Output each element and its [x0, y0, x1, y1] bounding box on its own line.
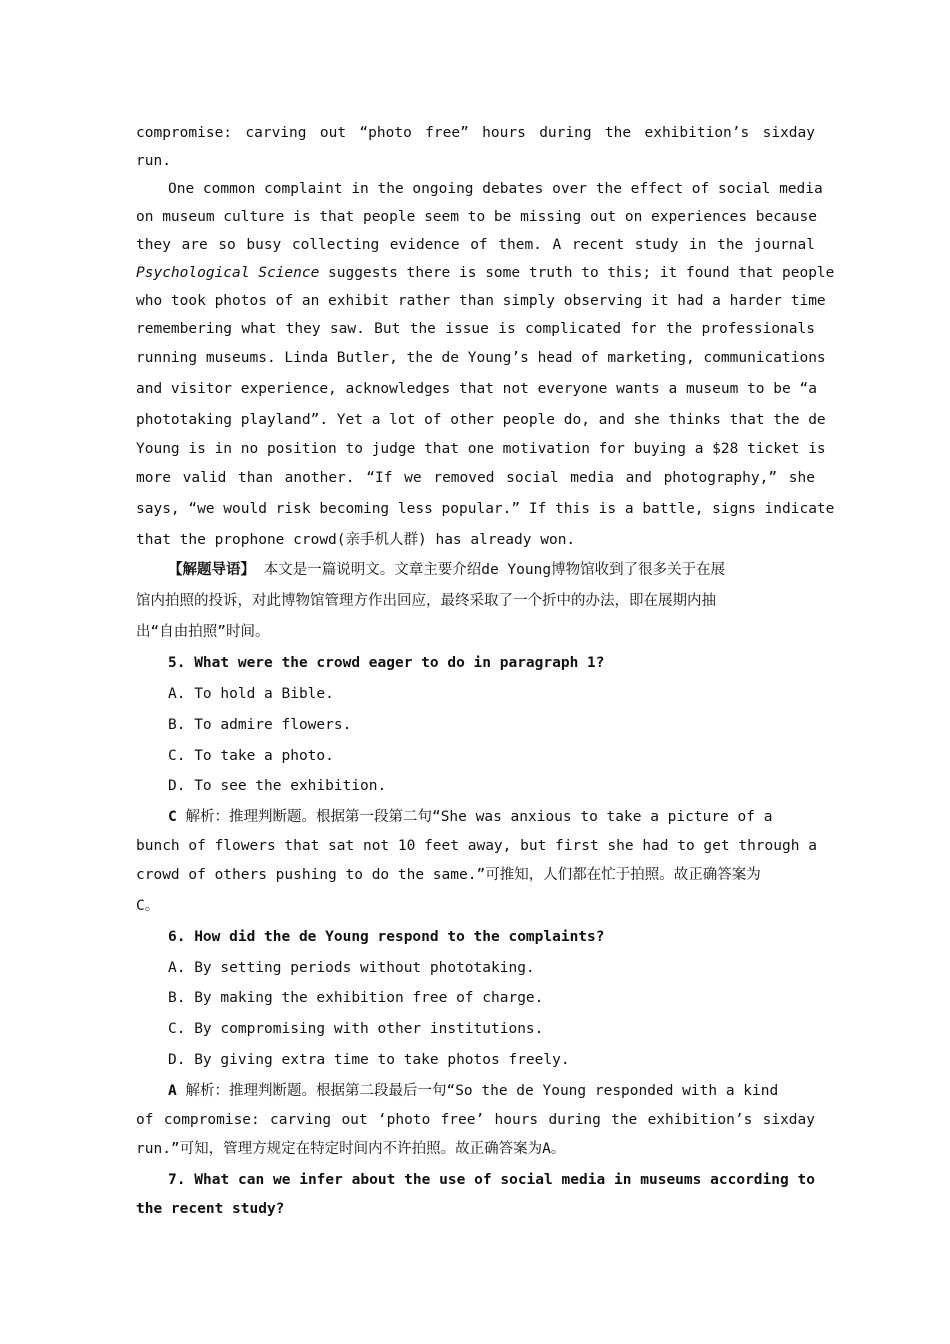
option-a: A. By setting periods without phototaking.	[168, 960, 535, 976]
question-6: 6. How did the de Young respond to the complaints?	[168, 929, 605, 945]
passage-line: running museums. Linda Butler, the de Young’s head of marketing, communications	[136, 350, 826, 366]
explanation-text: 解析：推理判断题。根据第一段第二句“She was anxious to take a picture of a	[176, 809, 773, 825]
passage-line: says, “we would risk becoming less popular.” If this is a battle, signs indicate	[136, 501, 835, 517]
guide-label: 【解题导语】	[168, 562, 255, 578]
passage-line: on museum culture is that people seem to be missing out on experiences because	[136, 209, 817, 225]
passage-line: who took photos of an exhibit rather than simply observing it had a harder time	[136, 293, 826, 309]
explanation-line: C。	[136, 898, 160, 914]
passage-line: that the prophone crowd(亲手机人群) has already won.	[136, 532, 576, 548]
answer-letter: A	[168, 1083, 177, 1099]
option-d: D. By giving extra time to take photos freely.	[168, 1052, 570, 1068]
explanation-text: 解析：推理判断题。根据第二段最后一句“So the de Young responded with a kind	[176, 1083, 779, 1099]
guide-text: 本文是一篇说明文。文章主要介绍de Young博物馆收到了很多关于在展	[255, 562, 726, 578]
guide-line	[168, 560, 815, 580]
option-c: C. To take a photo.	[168, 748, 334, 764]
question-7: 7. What can we infer about the use of social media in museums according to	[168, 1172, 815, 1188]
guide-line: 出“自由拍照”时间。	[136, 624, 270, 640]
passage-line: they are so busy collecting evidence of them. A recent study in the journal	[136, 237, 815, 253]
passage-line: and visitor experience, acknowledges that not everyone wants a museum to be “a	[136, 381, 817, 397]
question-5: 5. What were the crowd eager to do in paragraph 1?	[168, 655, 605, 671]
passage-line-rest: suggests there is some truth to this; it found that people	[319, 265, 835, 281]
passage-line: run.	[136, 153, 171, 169]
option-d: D. To see the exhibition.	[168, 778, 387, 794]
explanation-line	[168, 1081, 815, 1101]
guide-line: 馆内拍照的投诉，对此博物馆管理方作出回应，最终采取了一个折中的办法，即在展期内抽	[136, 593, 716, 609]
option-c: C. By compromising with other institutions.	[168, 1021, 544, 1037]
passage-line	[136, 263, 835, 283]
option-b: B. By making the exhibition free of charge.	[168, 990, 544, 1006]
passage-line: phototaking playland”. Yet a lot of other people do, and she thinks that the de	[136, 412, 826, 428]
passage-line: more valid than another. “If we removed social media and photography,” she	[136, 470, 815, 486]
passage-line: remembering what they saw. But the issue is complicated for the professionals	[136, 321, 815, 337]
explanation-line: of compromise: carving out ‘photo free’ hours during the exhibition’s sixday	[136, 1112, 815, 1128]
passage-line: compromise: carving out “photo free” hours during the exhibition’s sixday	[136, 125, 815, 141]
journal-title: Psychological Science	[136, 265, 320, 281]
explanation-line: crowd of others pushing to do the same.”可推知，人们都在忙于拍照。故正确答案为	[136, 867, 761, 883]
explanation-line: bunch of flowers that sat not 10 feet away, but first she had to get through a	[136, 838, 817, 854]
answer-letter: C	[168, 809, 177, 825]
explanation-line: run.”可知，管理方规定在特定时间内不许拍照。故正确答案为A。	[136, 1141, 566, 1157]
passage-line: One common complaint in the ongoing debates over the effect of social media	[168, 181, 823, 197]
option-a: A. To hold a Bible.	[168, 686, 334, 702]
question-7-cont: the recent study?	[136, 1201, 285, 1217]
option-b: B. To admire flowers.	[168, 717, 352, 733]
passage-line: Young is in no position to judge that one motivation for buying a $28 ticket is	[136, 441, 826, 457]
explanation-line	[168, 807, 815, 827]
